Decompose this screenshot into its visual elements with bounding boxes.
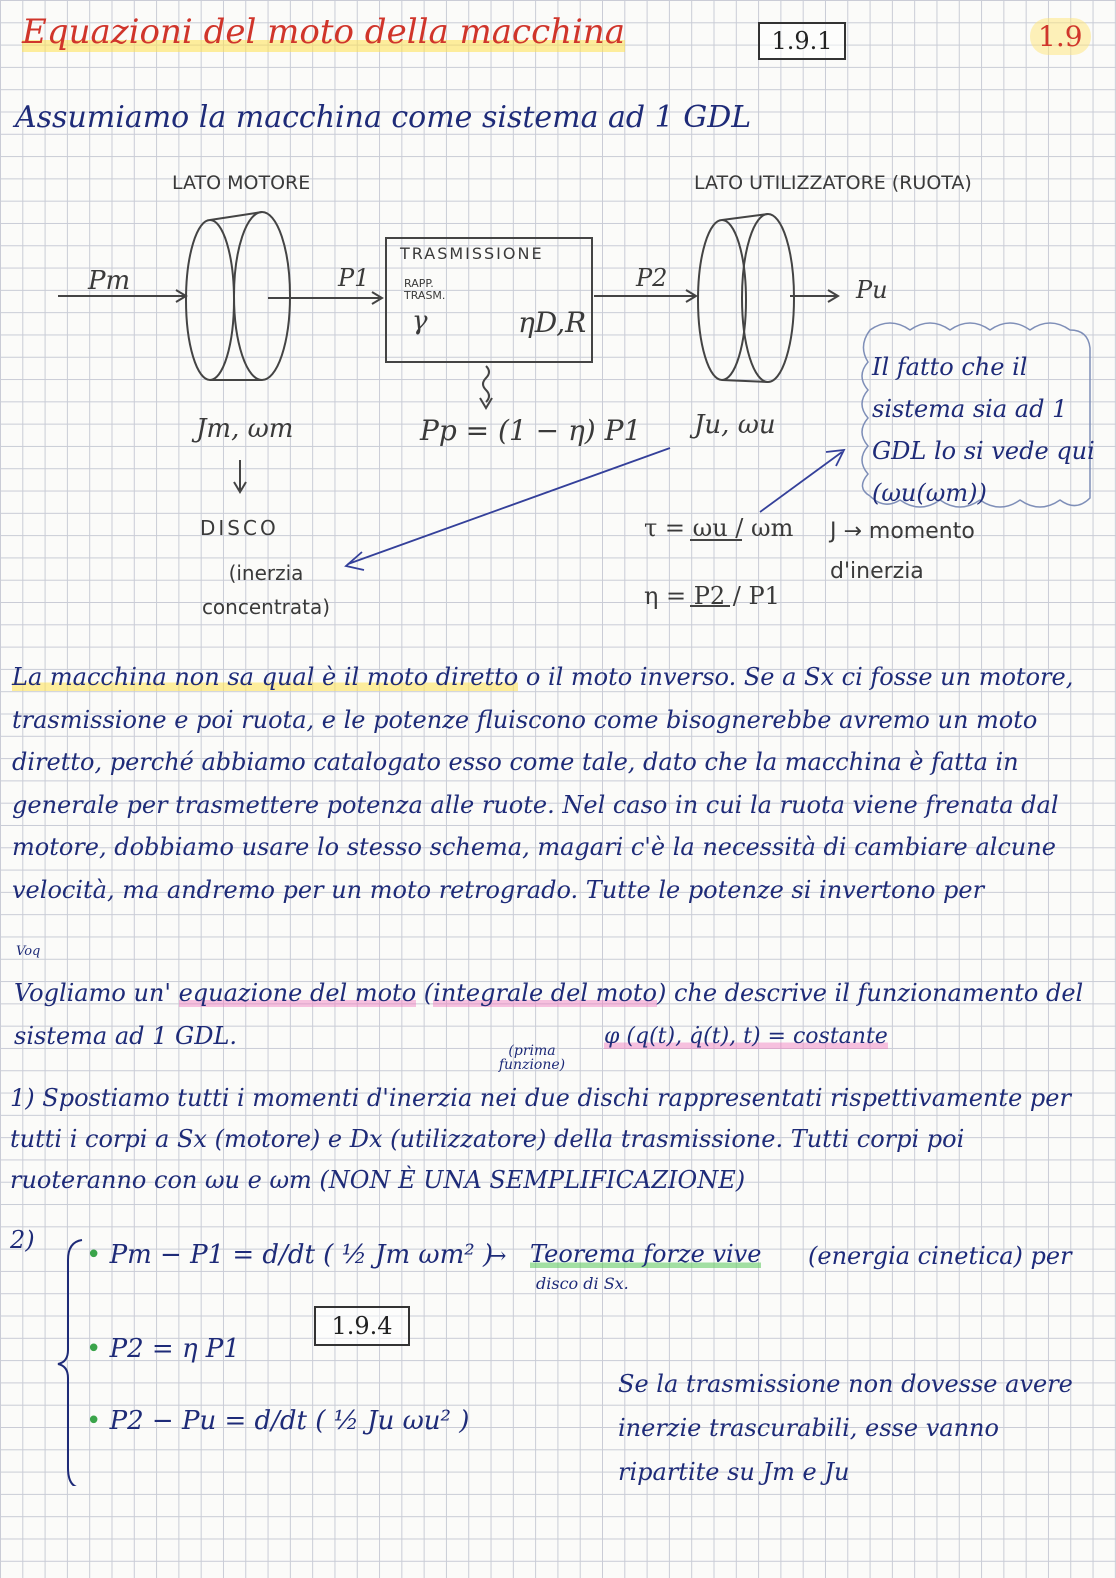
page-title: Equazioni del moto della macchina xyxy=(22,12,626,52)
final-note: Se la trasmissione non dovesse avere inerzie trascurabili, esse vanno ripartite su Jm e Ju xyxy=(618,1370,1073,1486)
equation-3: • P2 − Pu = d/dt ( ½ Ju ωu² ) xyxy=(86,1406,470,1436)
ratio-tau-formula: τ = ωu / ωm xyxy=(644,514,794,542)
left-disc-back xyxy=(186,220,234,380)
lato-utilizzatore-label: LATO UTILIZZATORE (RUOTA) xyxy=(694,172,972,194)
paragraph-highlight: La macchina non sa qual è il moto diretto xyxy=(12,663,519,691)
power-motor-input: Pm xyxy=(88,266,131,296)
arrow-right-icon: → xyxy=(488,1244,507,1269)
power-loss-formula: Pp = (1 − η) P1 xyxy=(420,414,642,447)
step-2-label: 2) xyxy=(10,1226,35,1254)
section-box-ref: 1.9.1 xyxy=(758,22,846,60)
user-inertia-label: Ju, ωu xyxy=(694,410,776,440)
left-disc-front xyxy=(234,212,290,380)
gamma-symbol: γ xyxy=(412,306,428,336)
teorema-note: (energia cinetica) per xyxy=(808,1242,1072,1270)
para2-mid: ( xyxy=(416,979,434,1007)
intro-line: Assumiamo la macchina come sistema ad 1 GDL xyxy=(15,100,752,135)
para2-start: Vogliamo un' xyxy=(14,979,179,1007)
voq-note: Voq xyxy=(16,944,41,959)
equation-2: • P2 = η P1 xyxy=(86,1334,240,1364)
right-disc-front xyxy=(742,214,794,382)
disco-sx-note: disco di Sx. xyxy=(536,1274,629,1293)
equation-1: • Pm − P1 = d/dt ( ½ Jm ωm² ) xyxy=(86,1240,494,1270)
power-user-output: Pu xyxy=(856,276,888,304)
paragraph-rest: o il moto inverso. Se a Sx ci fosse un motore, trasmissione e poi ruota, e le potenze fluiscono come bisognerebbe avremo un moto diretto, perché abbiamo catalogato esso come tale, dato che la macchina è fatta in generale per trasmettere potenza alle ruote. Nel caso in cui la ruota viene frenata dal motore, dobbiamo usare lo stesso schema, magari c'è la necessità di cambiare alcune velocità, ma andremo per un moto retrogrado. Tutte le potenze si invertono per xyxy=(12,663,1074,904)
inertia-note: J → momento d'inerzia xyxy=(830,519,975,584)
prima-funzione-note: (prima funzione) xyxy=(498,1043,566,1073)
step-1-text: 1) Spostiamo tutti i momenti d'inerzia nei due dischi rappresentati rispettivamente per tutti i corpi a Sx (motore) e Dx (utilizzatore) della trasmissione. Tutti corpi poi ruoteranno con ωu e ωm (NON È UNA SEMPLIFICAZIONE) xyxy=(10,1084,1071,1194)
disco-note: (inerzia concentrata) xyxy=(201,561,331,619)
eta-dr-symbol: ηD,R xyxy=(518,306,587,339)
teorema-forze-vive: Teorema forze vive xyxy=(530,1240,762,1268)
para2-highlight-1: equazione del moto xyxy=(178,979,417,1007)
equation-box-ref: 1.9.4 xyxy=(314,1306,410,1346)
cloud-note-text: Il fatto che il sistema sia ad 1 GDL lo si vede qui (ωu(ωm)) xyxy=(872,353,1095,507)
power-p1: P1 xyxy=(338,264,370,292)
power-p2: P2 xyxy=(636,264,668,292)
page-number: 1.9 xyxy=(1030,18,1091,55)
paragraph-moto xyxy=(12,656,1102,911)
motor-inertia-label: Jm, ωm xyxy=(196,414,294,444)
para2-end: ) che descrive il funzionamento del sistema ad 1 GDL. xyxy=(14,979,1084,1050)
lato-motore-label: LATO MOTORE xyxy=(172,172,311,194)
para2-highlight-2: integrale del moto xyxy=(433,979,657,1007)
rapp-trasm-label: RAPP. TRASM. xyxy=(404,277,446,302)
integral-formula: φ (q(t), q̇(t), t) = costante xyxy=(604,1024,888,1049)
disco-label: DISCO xyxy=(200,516,279,540)
ratio-eta-formula: η = P2 / P1 xyxy=(644,582,780,610)
trasmissione-label: TRASMISSIONE xyxy=(400,244,544,263)
right-disc-back xyxy=(698,220,746,380)
